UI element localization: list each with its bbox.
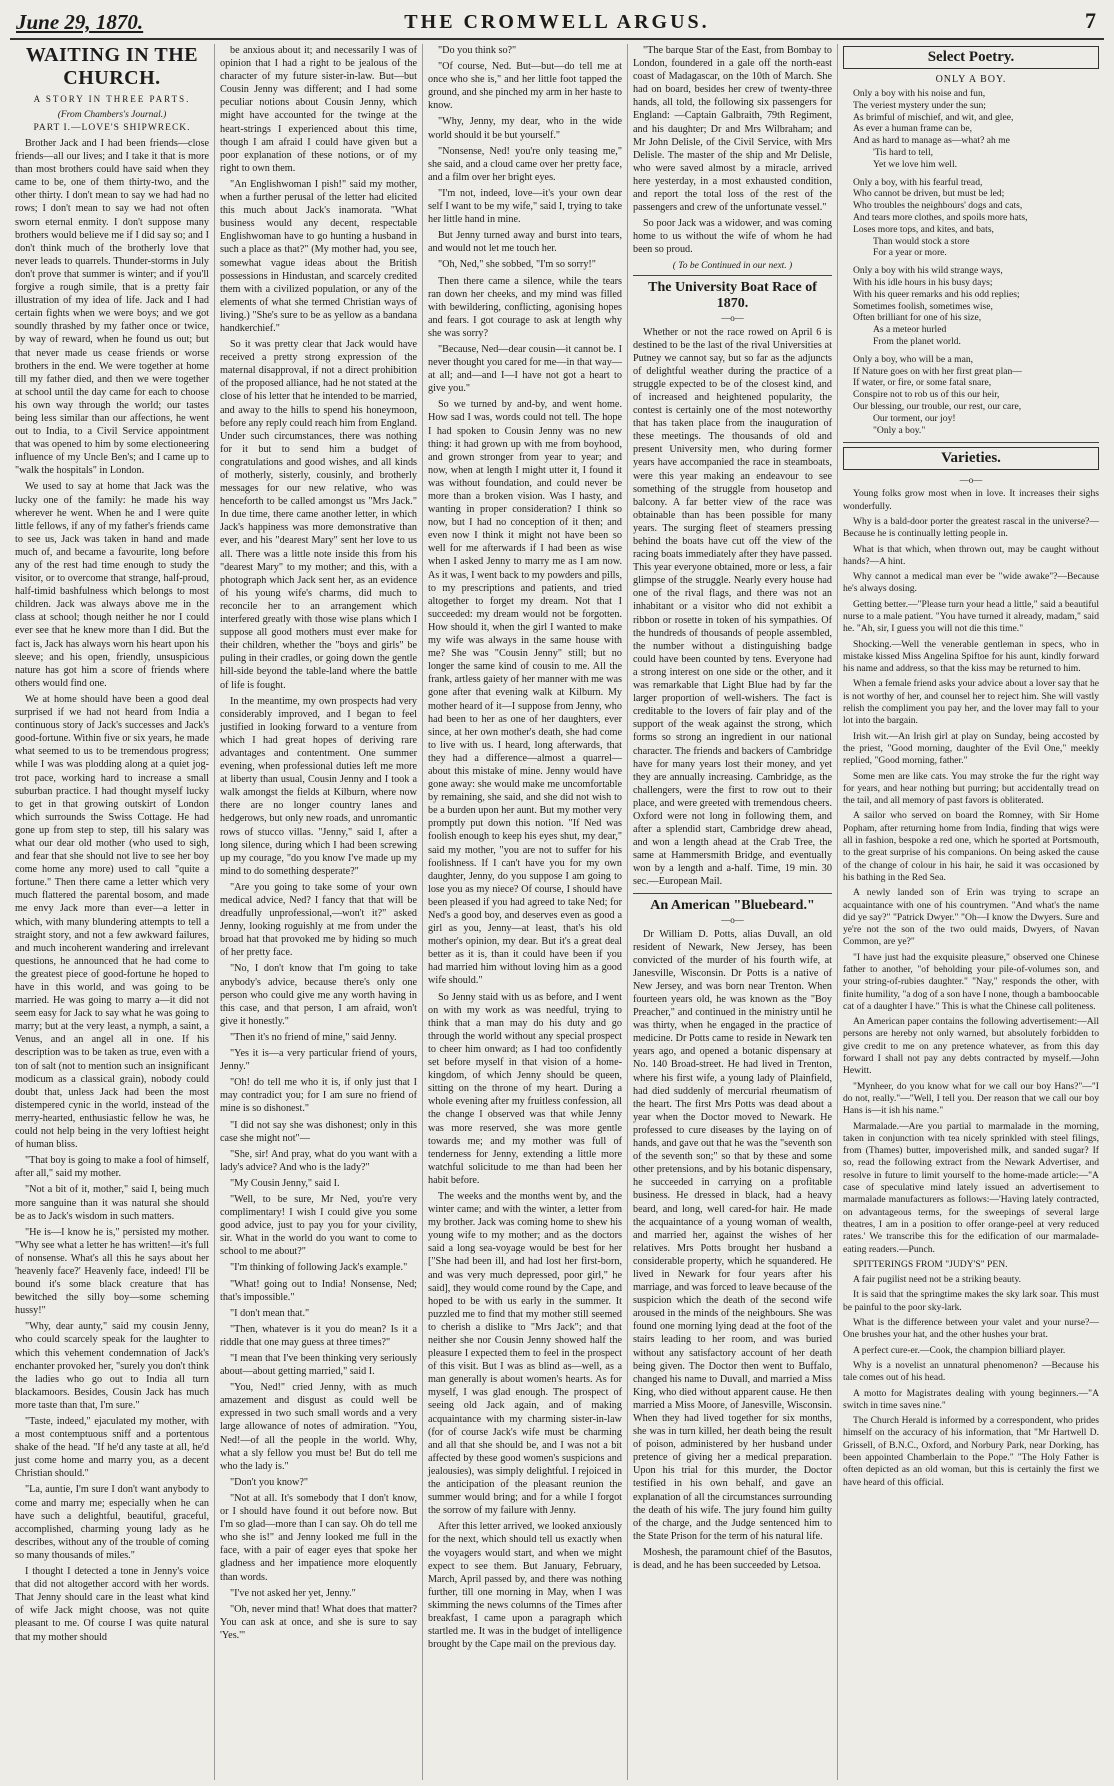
story-column-3-body	[428, 44, 622, 1651]
poem-line: Loses more tops, and kites, and bats,	[853, 223, 994, 235]
poem-line: As ever a human frame can be,	[853, 123, 973, 135]
story-paragraph: "Then it's no friend of mine," said Jenny.	[230, 1031, 397, 1043]
story-column-4-body	[633, 44, 832, 257]
varieties-item: Young folks grow most when in love. It increases their sighs wonderfully.	[843, 488, 1099, 512]
story-paragraph: So Jenny staid with us as before, and I went on with my work as was needful, trying to think that a man may do his duty and go through the world without any special prospect to cheer him onward; as I had too confidently set before myself in that vision of a home-kingdom, of which Jenny should be queen, sitting on the throne of my heart. During a whole evening after my fruitless confession, all the change I observed was that while Jenny was more reserved, she was more gentle towards me; and my mother was full of tenderness for Jenny, extending a little more watchful solicitude to me than had been her habit before.	[428, 991, 622, 1186]
page-number: 7	[1085, 8, 1096, 33]
story-paragraph: "An Englishwoman I pish!" said my mother, when a further perusal of the letter had elicited this much about Jack's inamorata. "What business would any decent, respectable Englishwoman have to go hunting a husband in such a place as that?" (My mother had, you see, somewhat vague ideas about the British possessions in Hindustan, and scarcely credited them with a civilized population, or any of the elements of what she termed Christian ways of living.) "She's sure to be as yellow as a bandana handkerchief."	[220, 178, 417, 334]
poem-stanza	[843, 88, 1099, 171]
bluebeard-body	[633, 928, 832, 1573]
story-paragraph: "What! going out to India! Nonsense, Ned; that's impossible."	[220, 1278, 417, 1303]
poem-line: If water, or fire, or some fatal snare,	[853, 377, 992, 389]
column-1	[10, 44, 214, 1780]
story-source: (From Chambers's Journal.)	[57, 110, 167, 120]
poem-line: With his idle hours in his busy days;	[853, 276, 993, 288]
boat-race-body	[633, 326, 832, 889]
varieties-item: Getting better.—"Please turn your head a little," said a beautiful nurse to a male patient. "You have turned it already, madam," said he. "Ah, sir, I guess you will not die this time."	[843, 598, 1099, 635]
boat-race-paragraph: Whether or not the race rowed on April 6 is destined to be the last of the rival Universities at Putney we cannot say, but so far as the adjuncts of delightful weather during the practice of a struggle expected to be of the closest kind, and of increased and heightened popularity, the contest is certainly one of the most noteworthy that has taken place from the inauguration of these meetings. The thousands of old and present University men, who during former years have accompanied the race in steamboats, were this year making an endeavour to see something of the struggle from housetop and balcony. A far better view of the race was obtainable than has been possible for many years. The surging fleet of steamers pressing behind the boats have cut off the view of the racing boats immediately after they have passed. This year everyone obtained, more or less, a fair glimpse of the struggle. Nearly every house had one of the rival flags, and there was not an inhabitant or a visitor who did not exhibit a ribbon or rosette in token of his sympathies. Of the hundreds of thousands of people assembled, the number without a distinguishing badge could have been counted by tens. Everyone had a strong interest on one side or the other, and it was remarkable that Light Blue had by far the larger proportion of well-wishers. The fact is creditable to the lovers of fair play and of the support of the weak against the strong, which forms so strong an ingredient in our national character. The friends and backers of Cambridge have for many years lost their money, and yet they are annually increasing. Cambridge, as the challengers, were the first to row out to their place, and were greeted with tremendous cheers. Oxford were not long in following them, and after a splendid start, Cambridge drew ahead, and won a length ahead at the Crab Tree, the same at Hammersmith Bridge, and eventually won by a length and a-half. Time, 19 min. 30 sec.—European Mail.	[633, 326, 832, 888]
story-paragraph: "The barque Star of the East, from Bombay to London, foundered in a gale off the north-east coast of Madagascar, on the 10th of March. She had on board, besides her crew of twenty-three hands, all told, the following six passengers for England: —Captain Galbraith, 79th Regiment, and his daughter; Dr and Mrs Wilbraham; and Mr John Delisle, of the Civil Service, with Mrs Delisle. The master of the ship and Mr Delisle, who were saved almost by a miracle, arrived here yesterday, in a most exhausted condition, and report the total loss of the rest of the passengers and crew of the unfortunate vessel."	[633, 45, 832, 214]
poem-line: Often brilliant for one of his size,	[853, 312, 982, 324]
column-2	[214, 44, 422, 1780]
poem-line: For a year or more.	[873, 247, 947, 259]
varieties-item: Why is a novelist an unnatural phenomenon? —Because his tale comes out of his head.	[843, 1359, 1099, 1384]
story-paragraph: After this letter arrived, we looked anxiously for the next, which should tell us exactly when the voyagers would start, and when we might expect to see them. But January, February, March, April passed by, and there was nothing further, till one morning in May, when I was skimming the news columns of the Times after breakfast, I came upon a paragraph which startled me. It was in the budget of intelligence brought by the Cape mail on the previous day.	[428, 1521, 622, 1651]
poem-line: Our blessing, our trouble, our rest, our care,	[853, 400, 1022, 412]
poem-line: Only a boy with his noise and fun,	[853, 88, 986, 99]
varieties-item: Marmalade.—Are you partial to marmalade in the morning, taken in conjunction with tea nicely sprinkled with steel filings, from (Thames) butter, impoverished milk, and sanded sugar? If so, read the following extract from the Newark Advertiser, and resolve in future to limit yourself to the home-made article:—"A case of speculative mind lately issued an advertisement to marmalade manufacturers as follows:—'Having lately contracted, on advantageous terms, for the sweepings of several large theatres, I am in a position to offer orange-peel at very reduced rates.' We transcribe this for the edification of our marmalade-eating readers.—Punch.	[843, 1120, 1099, 1255]
poetry-header: Select Poetry.	[843, 46, 1099, 69]
story-paragraph: "Not a bit of it, mother," said I, being much more sanguine than it was natural she should be as to Jack's wisdom in such matters.	[15, 1184, 209, 1222]
story-title: WAITING IN THE CHURCH.	[25, 44, 199, 89]
story-paragraph: "Are you going to take some of your own medical advice, Ned? I fancy that that will be dreadfully unprofessional,—won't it?" asked Jenny, looking roguishly at me from under the broad hat that provoked me by hiding so much of her pretty face.	[220, 881, 417, 959]
bluebeard-title: An American "Bluebeard."	[650, 897, 815, 913]
story-part-heading: PART I.—LOVE'S SHIPWRECK.	[33, 123, 191, 133]
story-paragraph: "Don't you know?"	[230, 1476, 309, 1488]
story-paragraph: be anxious about it; and necessarily I was of opinion that I had a right to be jealous of the character of my future sister-in-law. But—but Cousin Jenny was different; and I had some peculiar notions about Cousin Jenny, which might have accounted for the twinge at the heart-strings I experienced about this time, though I am afraid I could have given but a poor explanation of these notions, or of my right to own them.	[220, 45, 417, 174]
poem-line: With his queer remarks and his odd replies;	[853, 288, 1020, 300]
varieties-item: "I have just had the exquisite pleasure," observed one Chinese father to another, "of beholding your pile-of-volumes son, and your string-of-rubies daughter." "Nay," responds the other, with finite humility, "a dog of a son have I none, though a bamboocable cat of a daughter I have." This is what the Chinese call politeness.	[843, 951, 1099, 1012]
story-paragraph: "I mean that I've been thinking very seriously about—about getting married," said I.	[220, 1353, 417, 1378]
poem-line: As a meteor hurled	[873, 324, 947, 336]
story-paragraph: But Jenny turned away and burst into tears, and would not let me touch her.	[428, 230, 622, 255]
story-paragraph: "He is—I know he is," persisted my mother. "Why see what a letter he has written!—it's full of nonsense. What's all this he says about her 'heavenly face?' Heavenly face, indeed! I'll be bound it's some black creature that has bewitched the silly boy—some scheming hussy!"	[15, 1226, 209, 1317]
divider	[633, 893, 832, 894]
varieties-header: Varieties.	[843, 447, 1099, 470]
story-paragraph: The weeks and the months went by, and the winter came; and with the winter, a letter from my brother. Jack was coming home to shew his young wife to my mother; and as the doctors said a long sea-voyage would be best for her ["She had been ill, and had lost her first-born, and was very much depressed, poor girl," he said], they would come round by the Cape, and hoped to be with us early in the summer. It puzzled me to find that my mother still seemed to cherish a dislike to "Mrs Jack"; and that neither she nor Cousin Jenny showed half the pleasure I expected them to feel in the prospect of this visit. But I was as blind as—well, as a man generally is about women's hearts. As for myself, I was glad enough. The prospect of seeing old Jack again, and of making acquaintance with my charming sister-in-law (for of course Jack's wife must be charming and all that she should be, and I was not a bit affected by these good women's suspicions and jealousies), was simply delightful. I rejoiced in the anticipation of the pleasant reunion the summer would bring; and for a while I forgot the sorrow of my failure with Jenny.	[428, 1190, 622, 1517]
story-paragraph: "Oh! do tell me who it is, if only just that I may contradict you; for I am sure no friend of mine is so dishonest."	[220, 1077, 417, 1115]
varieties-item: "Mynheer, do you know what for we call our boy Hans?"—"I do not, really."—"Well, I tell you. Der reason that we call our boy Hans is—it ish his name."	[843, 1080, 1099, 1117]
varieties-item: What is that which, when thrown out, may be caught without hands?—A hint.	[843, 543, 1099, 567]
poem-line: Who cannot be driven, but must be led;	[853, 188, 1005, 200]
story-paragraph: "Of course, Ned. But—but—do tell me at once who she is," and her little foot tapped the ground, and she pinched my arm in her haste to know.	[428, 61, 622, 112]
poem-line: As brimful of mischief, and wit, and glee,	[853, 111, 1014, 123]
varieties-item: It is said that the springtime makes the sky lark soar. This must be painful to the poor sky-lark.	[843, 1289, 1099, 1313]
poem-line: Only a boy, with his fearful tread,	[853, 176, 983, 188]
story-subtitle: A STORY IN THREE PARTS.	[33, 94, 191, 104]
story-paragraph: So poor Jack was a widower, and was coming home to us without the wife of whom he had been so proud.	[633, 218, 832, 256]
poem-line: Sometimes foolish, sometimes wise,	[853, 300, 993, 312]
varieties-item: A motto for Magistrates dealing with young beginners.—"A switch in time saves nine."	[843, 1387, 1099, 1411]
story-paragraph: "Not at all. It's somebody that I don't know, or I should have found it out before now. But I'm so glad—more than I can say. Oh do tell me who she is!" and Jenny looked me full in the face, with a pair of eager eyes that spoke her gladness and her impatience more eloquently than words.	[220, 1492, 417, 1583]
story-paragraph: We at home should have been a good deal surprised if we had not heard from India a continuous story of Jack's successes and Jack's good-fortune. Within five or six years, he made what seemed to us to be tremendous progress; while I was was plodding along at a quiet jog-trot pace, working hard to increase a small suburban practice. I had thought myself lucky to get in that growing outskirt of London which surrounds the Swiss Cottage. He had gone up from step to step, till his salary was what our dear old mother (who used to sigh, and fear that she should not live to see her boy come home any more) used to call "quite a fortune." Then there came a letter which very much flattered the parental bosom, and made me envy Jack more than ever—a letter in which, with many blundering attempts to tell a straight story, and not a few awkward failures, and much incoherent wandering and irrelevant questions, he announced that he had come to the greatest piece of good-fortune he hoped to have in this world, and was going to be married. He was going to marry a—it did not seem easy for Jack to say what he was going to marry; but at the very least, a nymph, a saint, a Venus, and an angel all in one. If his description was to be taken as true, even with a ton of salt (not to mention such an insignificant modicum as a classical grain), nobody could doubt that, unless Jack had been the most distempered cynic in the world, instead of the merry-hearted, enthusiastic fellow he was, he could not help being in the very loftiest height of human bliss.	[15, 693, 209, 1151]
poem-line: Our torment, our joy!	[873, 412, 956, 424]
story-paragraph: "La, auntie, I'm sure I don't want anybody to come and marry me; especially when he can have such a delightful, beautiful, graceful, accomplished, charming young lady as he describes, without any of the trouble of coming so many thousands of miles."	[15, 1484, 209, 1561]
story-paragraph: "Taste, indeed," ejaculated my mother, with a most contemptuous sniff and a portentous shake of the head. "If he'd any taste at all, he'd just come home and marry you, as a decent Christian should."	[15, 1416, 209, 1480]
story-paragraph: "I don't mean that."	[230, 1307, 310, 1319]
poem-body	[843, 88, 1099, 436]
poem-line: Only a boy, who will be a man,	[853, 353, 974, 365]
story-paragraph: "Because, Ned—dear cousin—it cannot be. I never thought you cared for me—in that way—at all; and—and I—I have not got a heart to give you."	[428, 343, 622, 395]
story-paragraph: "No, I don't know that I'm going to take anybody's advice, because there's only one person who could give me any worth having in this case, and that person, I am afraid, won't give it honestly."	[220, 963, 417, 1027]
varieties-item: Why is a bald-door porter the greatest rascal in the universe?—Because he is continually letting people in.	[843, 515, 1099, 540]
column-5	[837, 44, 1104, 1780]
story-paragraph: "Why, Jenny, my dear, who in the wide world should it be but yourself."	[428, 116, 622, 141]
story-paragraph: "Nonsense, Ned! you're only teasing me," she said, and a cloud came over her pretty face, and a film over her bright eyes.	[428, 145, 622, 183]
poem-line: From the planet world.	[873, 335, 961, 347]
varieties-item: Why cannot a medical man ever be "wide awake"?—Because he's always dosing.	[843, 571, 1099, 595]
varieties-item: Irish wit.—An Irish girl at play on Sunday, being accosted by the priest, "Good morning, daughter of the Evil One," meekly replied, "Good morning, father."	[843, 730, 1099, 767]
poem-line: Yet we love him well.	[873, 158, 958, 170]
bluebeard-paragraph: Dr William D. Potts, alias Duvall, an old resident of Newark, New Jersey, has been convicted of the murder of his fourth wife, at Janesville, Wisconsin. Dr Potts is a native of New Jersey, and was born near Trenton. When fourteen years old, he was known as the "Boy Preacher," and continued in the ministry until he was thirty, when he engaged in the practice of medicine. Dr Potts came to reside in Newark ten years ago, and opened a botanic dispensary at No. 140 Broad-street. He had lived in Trenton, where his first wife, a young lady of Plainfield, had died suddenly of mercurial rheumatism of the heart. The first Mrs Potts was dead about a year when the Doctor moved to Newark. He professed to cure diseases by the laying on of hands, and gave out that he was the "seventh son of the seventh son;" so that by these and some other pretensions, and by his botanic dispensary, he succeeded in carrying on a profitable business. He dressed in black, had a heavy beard, and long, well cared-for hair. He made the acquaintance of a young woman of wealth, and married her, against the wishes of her relatives. Mrs Potts brought her husband a considerable property, which he squandered. He lived in Newark for four years after his marriage, and was forced to leave because of the suspicion which the death of the second wife aroused in the minds of the neighbours. She was found one morning lying dead at the foot of the stairs leading to her room, and was buried without any satisfactory account of her death being given. The Doctor then went to Buffalo, changed his name to Duvall, and married a Miss King, who died without apparent cause. He then married a Miss Moore, of Janesville, Wisconsin. When they had lived together for six months, she was in turn killed, her death being the result of poison, administered by her husband under pretence of giving her a medical preparation. Upon his trial for this murder, the Doctor testified in his own behalf, and gave an explanation of all the circumstances surrounding the death of his wife. The jury found him guilty of the charge, and the Judge sentenced him to the State Prison for the term of his natural life.	[633, 928, 832, 1542]
varieties-item: What is the difference between your valet and your nurse?—One brushes your hat, and the other hushes your brat.	[843, 1317, 1099, 1341]
divider	[843, 442, 1099, 443]
story-paragraph: "Well, to be sure, Mr Ned, you're very complimentary! I wish I could give you some good advice, just to pay you for your civility, sir. What in the world do you want to come to school to me about?"	[220, 1193, 417, 1258]
column-4	[627, 44, 837, 1780]
story-paragraph: "That boy is going to make a fool of himself, after all," said my mother.	[15, 1155, 209, 1180]
poem-stanza	[843, 265, 1099, 348]
story-paragraph: "I've not asked her yet, Jenny."	[230, 1587, 356, 1599]
story-paragraph: "I'm not, indeed, love—it's your own dear self I want to be my wife," said I, trying to take her little hand in mine.	[428, 187, 622, 226]
poem-line: If Nature goes on with her first great plan—	[853, 365, 1022, 377]
poem-line: Conspire not to rob us of this our heir,	[853, 389, 1000, 401]
varieties-item: A fair pugilist need not be a striking beauty.	[853, 1274, 1022, 1286]
varieties-item: Shocking.—Well the venerable gentleman in specs, who in mistake kissed Miss Angelina Spiftoe for his aunt, kindly forward his name and address, so that the kiss may be returned to him.	[843, 638, 1099, 675]
varieties-item: When a female friend asks your advice about a lover say that he is not worthy of her, and counsel her to reject him. She will vastly relish the compliment you pay her, and the lover may fall to your lot into the bargain.	[843, 678, 1099, 727]
poem-line: Only a boy with his wild strange ways,	[853, 265, 1003, 277]
issue-date: June 29, 1870.	[16, 10, 144, 34]
title-ornament: —o—	[721, 312, 744, 323]
story-paragraph: Brother Jack and I had been friends—close friends—all our lives; and I take it that is more than most brothers could have said when they came to be, one of them thirty-two, and the other thirty. I don't mean to say we had had no rows; I don't mean to say we had not often sworn eternal enmity. I don't suppose many brothers would believe me if I did say so; and I don't think much of the brotherly love that never leads to quarrels. Thunder-storms in July don't prove that summer is winter; and if you'll forgive a rough simile, that is a pretty fair illustration of my idea of life. Jack and I had certain fights when we were boys; and we got soundly thrashed by my father once or twice, by way of reward, when he found us out; but that never made us cease friends or worse brothers in the end. We were together at home till my father died, and then we were together at school until the day came for each to choose his own way through the world; our tastes being less similar than our affections, he went out to India, to a Civil Service appointment that was opened to him by some electioneering influence of my Uncle Ben's; and I came up to "walk the hospitals" in London.	[15, 138, 209, 477]
varieties-item: The Church Herald is informed by a correspondent, who prides himself on the accuracy of his information, that "Mr Hartwell D. Grissell, of B.N.C., Oxford, and Norbury Park, near Dorking, has been appointed Chamberlain to the Pope." "The Holy Father is often depicted as an old woman, but this is certainly the first we have heard of this official.	[843, 1415, 1099, 1488]
varieties-item: A sailor who served on board the Romney, with Sir Home Popham, after returning home from India, finding that wigs were all in fashion, bespoke a red one, which he sported at Portsmouth, to the great surprise of his companions. On being asked the cause of the change of colour in his hair, he said it was occasioned by his bathing in the Red Sea.	[843, 810, 1099, 883]
story-paragraph: "My Cousin Jenny," said I.	[230, 1177, 340, 1189]
story-column-1-body	[15, 137, 209, 1644]
boat-race-title: The University Boat Race of 1870.	[648, 279, 817, 311]
poem-line: 'Tis hard to tell,	[873, 146, 934, 158]
story-paragraph: "Why, dear aunty," said my cousin Jenny, who could scarcely speak for the laughter to which this vehement condemnation of Jack's enchanter provoked her, "surely you don't think the ladies who go out to India all turn blackamoors. Besides, Cousin Jack has much more taste than that, I'm sure."	[15, 1321, 209, 1411]
poem-line: "Only a boy."	[873, 424, 926, 436]
story-column-2-body	[220, 44, 417, 1642]
story-paragraph: "I did not say she was dishonest; only in this case she might not"—	[220, 1119, 417, 1144]
story-paragraph: "Then, whatever is it you do mean? Is it a riddle that one may guess at three times?"	[220, 1323, 417, 1348]
story-paragraph: In the meantime, my own prospects had very considerably improved, and I began to feel justified in looking forward to a venture from which I had great hopes of deriving rare advantages and contentment. One summer evening, when professional duties left me more at liberty than usual, Cousin Jenny and I took a walk amongst the fields at Kilburn, where now there are no longer country lanes and hedgerows, but only new roads, and unromantic rows of stucco villas. "Jenny," said I, after a long silence, during which I had been screwing up my courage, "do you know I've made up my mind to do something desperate?"	[220, 695, 417, 877]
masthead	[10, 8, 1104, 40]
story-continued-note: ( To be Continued in our next. )	[672, 260, 793, 271]
story-paragraph: "She, sir! And pray, what do you want with a lady's advice? And who is the lady?"	[220, 1148, 417, 1173]
newspaper-title: THE CROMWELL ARGUS.	[404, 11, 710, 33]
story-paragraph: I thought I detected a tone in Jenny's voice that did not altogether accord with her words. That Jenny should care in the least what kind of wife Jack might choose, was not quite pleasant to me. Of course I was quite natural that my mother should	[15, 1566, 209, 1643]
poem-title: ONLY A BOY.	[935, 74, 1007, 85]
story-paragraph: "Do you think so?"	[438, 45, 517, 56]
varieties-body	[843, 488, 1099, 1489]
varieties-item: An American paper contains the following advertisement:—All persons are hereby not only warned, but absolutely forbidden to give credit to me on any pretence whatever, as from this day forward I shall not pay any debts contracted by myself.—John Hewitt.	[843, 1016, 1099, 1077]
poem-line: And as hard to manage as—what? ah me	[853, 135, 1010, 147]
story-paragraph: "You, Ned!" cried Jenny, with as much amazement and disgust as could well be expressed in two such small words and a very large allowance of notes of admiration. "You, Ned!—of all the people in the world. Why, what a sly fellow you must be! But do tell me who the lady is."	[220, 1382, 417, 1472]
poem-stanza	[843, 177, 1099, 260]
varieties-item: Some men are like cats. You may stroke the fur the right way for years, and hear nothing but purring; but accidentally tread on the tail, and all memory of past favors is obliterated.	[843, 770, 1099, 807]
story-paragraph: We used to say at home that Jack was the lucky one of the family: he made his way wherever he went. When he and I were quite little fellows, if any of my father's friends came to see us, Jack was taken in hand and made much of, and became a favourite, long before any of the rest had time enough to study the visitor, or to overcome that strange, half-proud, half-timid bashfulness which belongs to most children. Jack was always above me in the class at school; though neither he nor I could ever see that he knew more than I did. But the fact is, Jack has always worn his heart upon his sleeve; and his open, friendly, unsuspicious nature has got him a score of friends where others would find one.	[15, 481, 209, 689]
title-ornament: —o—	[959, 475, 983, 486]
poem-stanza	[843, 354, 1099, 437]
poem-line: Than would stock a store	[873, 235, 970, 247]
story-paragraph: "Yes it is—a very particular friend of yours, Jenny."	[220, 1048, 417, 1073]
divider	[633, 275, 832, 276]
story-paragraph: "Oh, Ned," she sobbed, "I'm so sorry!"	[438, 259, 596, 271]
varieties-item: A newly landed son of Erin was trying to scrape an acquaintance with one of his countrymen. "And what's the name did ye say?" "Patrick Dwyer." "Oh—I know the Dwyers. Sure and ye're not the son of the two ould maids, Dwyers, of Navan Common, are ye?"	[843, 887, 1099, 948]
column-3	[422, 44, 627, 1780]
varieties-item: A perfect cure-er.—Cook, the champion billiard player.	[853, 1344, 1066, 1356]
story-paragraph: "Oh, never mind that! What does that matter? You can ask at once, and she is sure to say 'Yes.'"	[220, 1603, 417, 1641]
poem-line: Who troubles the neighbours' dogs and cats,	[853, 200, 1023, 212]
poem-line: The veriest mystery under the sun;	[853, 99, 986, 111]
story-paragraph: So we turned by and-by, and went home. How sad I was, words could not tell. The hope I had spoken to Cousin Jenny was no new thing: it had grown up with me from boyhood, and grown stronger from year to year; and now, when at length I might utter it, I found it was without foundation, and could never be more than a broken vision. Was I hasty, and wanting in proper consideration? I think so now, but I had no conception of it then; and even now I think it might not have been so well for me afterwards if I had been as wise when I asked Jenny to marry me as I am now. As it was, I went back to my powders and pills, to my prescriptions and patients, and tried altogether to forget my dream. Not that I succeeded: my dream would not be forgotten. How should it, when the girl I wanted to make my wife was always in the same house with me? She was "Cousin Jenny" still; but no longer the same kind of cousin to me. All the frank, artless gaiety of her manner with me was gone after that evening walk at Kilburn. My mother heard of it—I suppose from Jenny, who had been to her as one of her daughters, ever since, at her own mother's death, she had come to live with us. I heard, long afterwards, that they had a difference—almost a quarrel—about this mistake of mine. Jenny would have gone away: she would make me uncomfortable by remaining, she said, and she did not wish to be a burden upon her aunt. But my mother very promptly put down this notion. "If Ned was foolish enough to keep his eyes shut, my dear," said my mother, "you are not to suffer for his foolishness. If I can't have you for my own daughter, Jenny, do you suppose I am going to lose you as my niece? Of course, I should have been pleased if you had agreed to take Ned; for Ned's a good boy, and deserves even as good a girl as you, Jenny—at least, that's his old mother's opinion, my dear. But it's a great deal better as it is, than it could have been if you had married him without loving him as a good wife should."	[428, 399, 622, 987]
poem-line: And tears more clothes, and spoils more hats,	[853, 211, 1028, 223]
columns	[10, 44, 1104, 1780]
story-paragraph: Then there came a silence, while the tears ran down her cheeks, and my mind was filled with bewildering, conflicting, agonising hopes and fears. I got courage to ask at length why she was sorry?	[428, 275, 622, 339]
story-paragraph: "I'm thinking of following Jack's example."	[230, 1262, 408, 1274]
varieties-item: SPITTERINGS FROM "JUDY'S" PEN.	[853, 1258, 1008, 1270]
title-ornament: —o—	[721, 914, 744, 925]
bluebeard-paragraph: Moshesh, the paramount chief of the Basutos, is dead, and he has been succeeded by Letsoa.	[633, 1546, 832, 1572]
story-paragraph: So it was pretty clear that Jack would have received a pretty strong expression of the maternal disapproval, if not a direct prohibition of the proposed alliance, had he not stated at the close of his letter that he intended to be married, and away to the hills to spend his honeymoon, before any reply could reach him from England. Under such circumstances, there was nothing for it but to send him a budget of congratulations and good wishes, and all kinds of motherly, sisterly, cousinly, and brotherly messages for our new relative, who was henceforth to be called amongst us "Mrs Jack." In due time, there came another letter, in which Jack's happiness was more demonstrative than ever, and his "dearest Mary" sent her love to us all. There was a little note inside this from his "dearest Mary" to my mother; and this, with a photograph which Jack sent her, as an evidence of his young wife's charms, did much to reconcile her to an arrangement which interfered greatly with those wise plans which I suppose all good mothers must ever make for their children, whether the "boys and girls" be puling in their cradles, or going down the gentle hill-side beyond the table-land where the battle of life is fought.	[220, 339, 417, 691]
